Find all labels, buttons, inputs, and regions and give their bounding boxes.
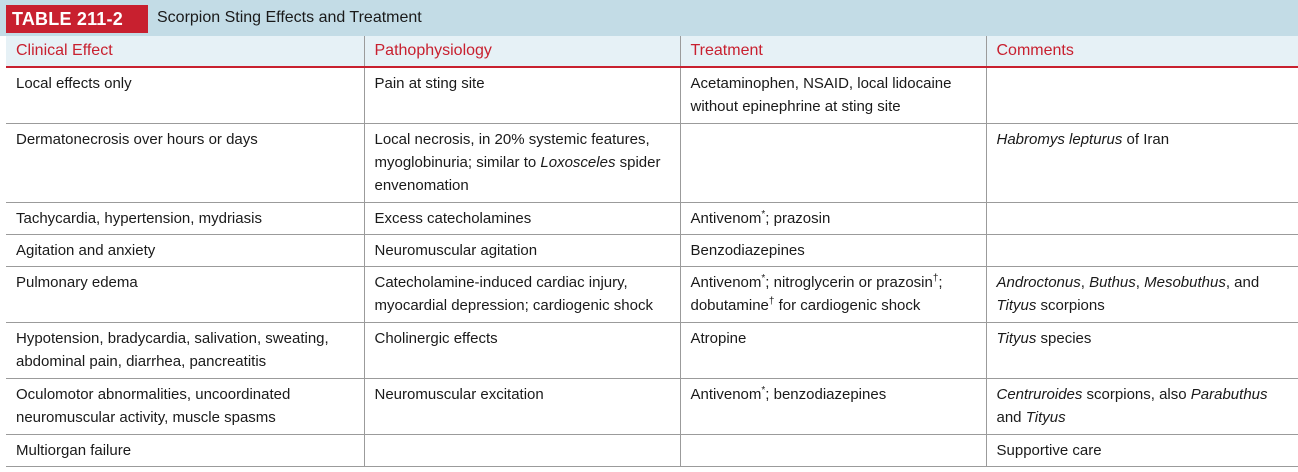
table-row bbox=[6, 235, 1298, 267]
text-run: Antivenom bbox=[690, 386, 762, 403]
clinical-effect-cell: Dermatonecrosis over hours or days bbox=[6, 124, 364, 203]
footnote-marker: † bbox=[932, 273, 939, 284]
clinical-effect-cell: Agitation and anxiety bbox=[6, 235, 364, 267]
clinical-effect-cell: Hypotension, bradycardia, salivation, sweating, abdominal pain, diarrhea, pancreatitis bbox=[6, 323, 364, 379]
genus-name: Mesobuthus bbox=[1144, 274, 1226, 291]
treatment-cell bbox=[680, 267, 986, 323]
header-row bbox=[6, 36, 1298, 67]
genus-name: Androctonus bbox=[996, 274, 1081, 291]
text-run: ; benzodiazepines bbox=[765, 386, 887, 403]
column-header-clinical-effect: Clinical Effect bbox=[6, 36, 364, 67]
clinical-effect-cell: Tachycardia, hypertension, mydriasis bbox=[6, 203, 364, 235]
text-run: of Iran bbox=[1122, 131, 1170, 148]
treatment-cell bbox=[680, 379, 986, 435]
pathophysiology-cell: Neuromuscular excitation bbox=[364, 379, 680, 435]
table-row bbox=[6, 435, 1298, 467]
pathophysiology-cell: Excess catecholamines bbox=[364, 203, 680, 235]
text-run: species bbox=[1036, 330, 1092, 347]
table-row bbox=[6, 267, 1298, 323]
text-run: Local necrosis, in 20% systemic features, myoglobinuria; similar to bbox=[374, 131, 650, 171]
treatment-cell: Benzodiazepines bbox=[680, 235, 986, 267]
footnote-marker: * bbox=[761, 209, 766, 220]
comments-cell bbox=[986, 203, 1298, 235]
clinical-effect-cell: Local effects only bbox=[6, 67, 364, 124]
pathophysiology-cell bbox=[364, 435, 680, 467]
comments-cell bbox=[986, 235, 1298, 267]
comments-cell bbox=[986, 124, 1298, 203]
treatment-cell: Acetaminophen, NSAID, local lidocaine without epinephrine at sting site bbox=[680, 67, 986, 124]
text-run: , and bbox=[1225, 274, 1260, 291]
comments-cell: Supportive care bbox=[986, 435, 1298, 467]
pathophysiology-cell: Neuromuscular agitation bbox=[364, 235, 680, 267]
text-run: Antivenom bbox=[690, 210, 762, 227]
treatment-cell bbox=[680, 124, 986, 203]
pathophysiology-cell: Cholinergic effects bbox=[364, 323, 680, 379]
text-run: scorpions, also bbox=[1082, 386, 1191, 403]
species-name: Habromys lepturus bbox=[996, 131, 1123, 148]
pathophysiology-cell: Pain at sting site bbox=[364, 67, 680, 124]
genus-name: Tityus bbox=[996, 330, 1037, 347]
text-run: ; dobutamine bbox=[690, 274, 943, 314]
text-run: ; prazosin bbox=[765, 210, 831, 227]
text-run: spider envenomation bbox=[374, 154, 661, 194]
text-run: ; nitroglycerin or prazosin bbox=[765, 274, 933, 291]
clinical-effect-cell: Pulmonary edema bbox=[6, 267, 364, 323]
footnote-marker: † bbox=[768, 296, 775, 307]
genus-name: Tityus bbox=[1025, 409, 1066, 426]
clinical-effect-cell: Oculomotor abnormalities, uncoordinated neuromuscular activity, muscle spasms bbox=[6, 379, 364, 435]
column-header-treatment: Treatment bbox=[680, 36, 986, 67]
comments-cell bbox=[986, 267, 1298, 323]
table-number-tag: TABLE 211-2 bbox=[6, 5, 148, 33]
column-header-pathophysiology: Pathophysiology bbox=[364, 36, 680, 67]
genus-name: Parabuthus bbox=[1190, 386, 1268, 403]
genus-name: Centruroides bbox=[996, 386, 1083, 403]
treatment-cell bbox=[680, 435, 986, 467]
footnote-marker: * bbox=[761, 273, 766, 284]
table-row bbox=[6, 67, 1298, 124]
genus-name: Loxosceles bbox=[540, 154, 616, 171]
treatment-cell: Atropine bbox=[680, 323, 986, 379]
table-row bbox=[6, 379, 1298, 435]
text-run: Antivenom bbox=[690, 274, 762, 291]
text-run: scorpions bbox=[1036, 297, 1105, 314]
genus-name: Buthus bbox=[1089, 274, 1136, 291]
pathophysiology-cell bbox=[364, 124, 680, 203]
text-run: , bbox=[1135, 274, 1145, 291]
text-run: and bbox=[996, 409, 1026, 426]
text-run: for cardiogenic shock bbox=[774, 297, 921, 314]
table-row bbox=[6, 203, 1298, 235]
comments-cell bbox=[986, 323, 1298, 379]
table-title: Scorpion Sting Effects and Treatment bbox=[157, 9, 422, 26]
scorpion-sting-table bbox=[6, 36, 1298, 467]
comments-cell bbox=[986, 67, 1298, 124]
table-row bbox=[6, 124, 1298, 203]
table-title-bar bbox=[0, 0, 1298, 36]
clinical-effect-cell: Multiorgan failure bbox=[6, 435, 364, 467]
pathophysiology-cell: Catecholamine-induced cardiac injury, myocardial depression; cardiogenic shock bbox=[364, 267, 680, 323]
text-run: , bbox=[1080, 274, 1090, 291]
genus-name: Tityus bbox=[996, 297, 1037, 314]
table-row bbox=[6, 323, 1298, 379]
footnote-marker: * bbox=[761, 385, 766, 396]
comments-cell bbox=[986, 379, 1298, 435]
column-header-comments: Comments bbox=[986, 36, 1298, 67]
treatment-cell bbox=[680, 203, 986, 235]
